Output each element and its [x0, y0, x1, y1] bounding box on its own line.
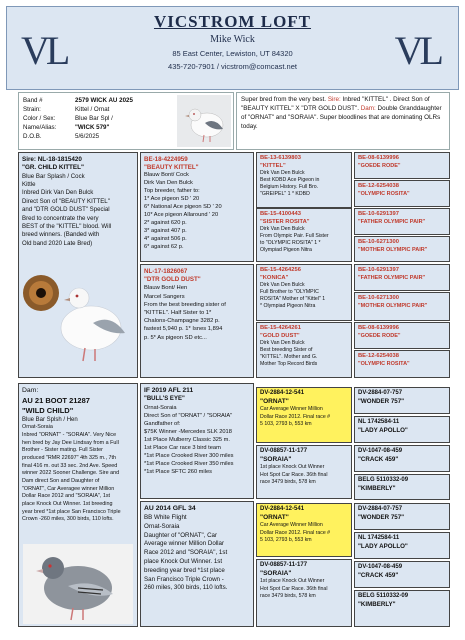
soraia-panel-1 [256, 445, 352, 499]
dob-label: D.O.B. [23, 132, 42, 140]
name-value: "WICK 579" [75, 123, 110, 131]
sdd-line: "KITTEL". Mother and G. [260, 354, 318, 361]
soraia-line: 1st place Knock Out Winner [260, 464, 325, 471]
sdd-band: BE-15-4264261 [260, 325, 301, 331]
dam-line: Blue Bar Splsh / Hen [22, 416, 78, 423]
band-value: 2579 WICK AU 2025 [75, 97, 133, 104]
g4-band: BE-10-6291397 [358, 211, 399, 217]
g4-sire-cell [354, 208, 450, 235]
dd-line: place Knock Out Winner. 1st [144, 557, 223, 565]
soraia-panel-2 [256, 559, 352, 627]
ornat-line: Car Average Winner Million [260, 522, 323, 529]
ornat-panel-2 [256, 503, 352, 557]
strain-value: Kittel / Ornat [75, 105, 110, 113]
sire-line: Inbred Dirk Van Den Bulck [22, 189, 94, 197]
sss-line: Best KDBD Ace Pigeon in [260, 177, 320, 184]
ssd-line: Olympiad Pigeon Nitra [260, 247, 312, 254]
sire-line: Kittle [22, 181, 36, 188]
ornat-name: "ORNAT" [260, 513, 289, 521]
dd-band: AU 2014 GFL 34 [144, 505, 196, 512]
sire-details [22, 173, 134, 249]
soraia-line: Hot Spot Car Race. 36th final [260, 471, 328, 478]
ornat-band: DV-2884-12-541 [260, 390, 305, 396]
sds-line: ROSITA" Mother of "Kittel" 1 [260, 296, 326, 303]
sd-line: fastest 5,940 p. 1* Isnes 1,894 [144, 326, 223, 333]
g4-sire-cell [354, 264, 450, 291]
sd-band: NL-17-1826067 [144, 268, 188, 275]
sire-name: "GR. CHILD KITTEL" [22, 164, 84, 172]
g4-name: "FATHER OLYMPIC PAIR" [358, 274, 426, 281]
g4-name: "GOEDE RODE" [358, 332, 401, 339]
ds-line: 1st Place Mulberry Classic 325 m. [144, 436, 230, 443]
sd-line: Marcel Sangers [144, 293, 185, 300]
sds-name: "KONICA" [260, 274, 289, 281]
ss-line: 4* against 506 p. [144, 236, 187, 243]
g4-band: DV-2884-07-757 [358, 390, 403, 396]
dam-line: final 416 m. out 33 sec. 2nd Ave. Speed [22, 462, 118, 469]
g4-name: "OLYMPIC ROSITA" [358, 190, 410, 197]
ss-line: 6* against 62 p. [144, 244, 184, 251]
sire-line: and "DTR GOLD DUST" Special [22, 206, 110, 214]
dam-name: "WILD CHILD" [22, 405, 74, 415]
bird-info-panel [18, 92, 234, 150]
ds-line: *1st Place Crooked River 300 miles [144, 453, 234, 460]
ssd-name: "SISTER ROSITA" [260, 218, 310, 225]
dam-line: Crown -260 miles, 300 birds, 110 lofts. [22, 516, 114, 523]
owner-name: Mike Wick [210, 34, 255, 45]
g4-name: "MOTHER OLYMPIC PAIR" [358, 302, 428, 309]
ssd-line: From Olympic Pair. Full Sister [260, 233, 329, 240]
sire-line: breed winners. (Banded with [22, 231, 100, 239]
g4-name: "LADY APOLLO" [358, 426, 408, 434]
ornat-name: "ORNAT" [260, 397, 289, 405]
g4-dam-cell [354, 590, 450, 627]
ornat-band: DV-2884-12-541 [260, 506, 305, 512]
dam-line: Dam direct Son and Daughter of [22, 477, 100, 484]
dam-dam-panel [140, 501, 254, 627]
logo-left: VL [21, 28, 67, 73]
sds-line: Dirk Van Den Bulck [260, 282, 305, 289]
g4-name: "KIMBERLY" [358, 484, 396, 492]
band-label: Band # [23, 97, 43, 104]
dd-line: San Francisco Triple Crown - [144, 575, 224, 583]
soraia-line: race 3479 birds, 578 km [260, 592, 316, 599]
ornat-line: Dollar Race 2012. Final race # [260, 413, 331, 420]
g4-sire-cell [354, 322, 450, 349]
g4-sire-cell [354, 236, 450, 262]
dd-line: Average winner Million Dollar [144, 540, 225, 548]
g4-name: "WONDER 757" [358, 513, 405, 521]
g4-band: NL 1742584-11 [358, 535, 400, 541]
g4-name: "LADY APOLLO" [358, 542, 408, 550]
g4-band: BE-12-6254038 [358, 353, 399, 359]
sss-line: Belgium History. Full Bro. [260, 184, 319, 191]
summary-sire-text: Inbred "KITTEL" . Direct Son of "BEAUTY KITTEL" X "DTR GOLD DUST". [241, 96, 430, 112]
ds-line: Direct Son of "ORNAT" / "SORAIA" [144, 412, 233, 419]
g4-band: BELG 5110332-09 [358, 593, 409, 599]
soraia-name: "SORAIA" [260, 569, 292, 577]
sss-line: Dirk Van Den Bulck [260, 170, 305, 177]
g4-sire-cell [354, 292, 450, 321]
g4-name: "CRACK 459" [358, 571, 399, 579]
ds-line: $75K Winner -Mercedes SLK 2018 [144, 428, 232, 435]
g4-band: DV-1047-08-459 [358, 448, 403, 454]
g4-dam-cell [354, 503, 450, 530]
ds-line: *1st Place Crooked River 350 miles [144, 461, 234, 468]
address: 85 East Center, Lewiston, UT 84320 [172, 49, 293, 58]
g4-name: "WONDER 757" [358, 397, 405, 405]
ss-line: 1* Ace pigeon SD ' 20 [144, 196, 200, 203]
sss-line: "GREIPEL" 1 * KDBD [260, 191, 310, 198]
sd-line: p. 5* As pigeon SD etc... [144, 334, 207, 341]
ornat-line: 5 103, 2793 b, 553 km [260, 420, 312, 427]
sss-band: BE-13-6139803 [260, 155, 301, 161]
soraia-band: DV-08857-11-177 [260, 448, 308, 454]
ds-line: 1st Place Car race 3 bird team [144, 445, 221, 452]
ornat-line: Dollar Race 2012. Final race # [260, 529, 331, 536]
soraia-line: Hot Spot Car Race. 36th final [260, 585, 328, 592]
sdd-line: Mother Top Record Birds [260, 361, 318, 368]
g4-band: BE-10-6291397 [358, 267, 399, 273]
ss-name: "BEAUTY KITTEL" [144, 164, 199, 172]
soraia-band: DV-08857-11-177 [260, 562, 308, 568]
ss-line: 3* against 407 p. [144, 228, 187, 235]
dam-line: "ORNAT", Car Averagee winner Million [22, 485, 115, 492]
dam-line: Brother - Sister mating. Full Sister [22, 447, 103, 454]
dam-line: produced "RMR 22697" 4th 325 m., 7th [22, 454, 117, 461]
dam-line: year bred *1st place San Francisco Triple [22, 508, 121, 515]
g4-band: NL 1742584-11 [358, 419, 400, 425]
sire-band: Sire: NL-18-1815420 [22, 156, 82, 163]
ss-line: 2* against 620 p. [144, 220, 187, 227]
sd-line: Blauw Bont/ Hen [144, 285, 188, 292]
g4-name: "FATHER OLYMPIC PAIR" [358, 218, 426, 225]
sds-panel [256, 264, 352, 321]
ornat-line: 5 103, 2793 b, 553 km [260, 536, 312, 543]
ds-line: *1st Place SFTC 260 miles [144, 469, 212, 476]
sdd-line: Best breeding Sister of [260, 347, 313, 354]
dam-band: AU 21 BOOT 21287 [22, 395, 90, 405]
ds-line: Ornat-Soraia [144, 404, 177, 411]
dam-line: hen bred by Jay Dee Lindsay from a Full [22, 439, 119, 446]
sd-line: "KITTEL". Half Sister to 1* [144, 310, 212, 317]
g4-name: "CRACK 459" [358, 455, 399, 463]
dob-value: 5/6/2025 [75, 132, 100, 140]
sire-line: BEST of the "KITTEL" blood. Will [22, 223, 112, 231]
g4-name: "KIMBERLY" [358, 600, 396, 608]
g4-name: "MOTHER OLYMPIC PAIR" [358, 246, 428, 253]
color-label: Color / Sex: [23, 114, 56, 122]
ds-name: "BULL'S EYE" [144, 395, 185, 402]
ds-band: IF 2019 AFL 211 [144, 387, 194, 394]
summary-lead: Super bred from the very best. [241, 96, 327, 103]
dam-line: place Knock Out Winner. 1st breeding [22, 500, 113, 507]
color-value: Blue Bar Spl / [75, 114, 113, 122]
dd-line: 260 miles, 300 birds, 110 lofts. [144, 584, 228, 592]
ss-line: Blauw Bont/ Cock [144, 172, 189, 179]
logo-right: VL [394, 28, 440, 73]
sire-panel [18, 152, 138, 378]
ds-line: Gandfather of: [144, 420, 181, 427]
bird-photo [177, 95, 231, 147]
sds-line: Full Brother to "OLYMPIC [260, 289, 319, 296]
ssd-panel [256, 208, 352, 262]
g4-dam-cell [354, 416, 450, 443]
sd-line: Chalons-Champagne 3282 p. [144, 318, 220, 325]
g4-dam-cell [354, 532, 450, 559]
dd-line: Race 2012 and "SORAIA", 1st [144, 549, 228, 557]
dam-panel [18, 383, 138, 627]
ss-line: Top breeder, father to: [144, 188, 200, 195]
g4-dam-cell [354, 474, 450, 500]
g4-dam-cell [354, 387, 450, 414]
header-banner [6, 6, 459, 90]
ss-line: 6* National Ace pigeon SD ' 20 [144, 204, 222, 211]
dam-photo [23, 544, 133, 624]
sire-line: Old band 2020 Late Bred) [22, 239, 93, 247]
g4-band: BE-12-6254038 [358, 183, 399, 189]
g4-sire-cell [354, 350, 450, 378]
g4-name: "GOEDE RODE" [358, 162, 401, 169]
ss-line: 10* Ace pigeon Allaround ' 20 [144, 212, 219, 219]
sdd-panel [256, 322, 352, 378]
ss-band: BE-18-4224959 [144, 156, 188, 163]
contact: 435-720-7901 / vicstrom@comcast.net [168, 62, 297, 71]
sds-line: * Olympiad Pigeon Nitra [260, 303, 316, 310]
ornat-panel-1 [256, 387, 352, 443]
dam-line: Inbred "ORNAT" - "SORAIA". Very Nice [22, 431, 117, 438]
soraia-name: "SORAIA" [260, 455, 292, 463]
soraia-line: 1st place Knock Out Winner [260, 578, 325, 585]
ssd-band: BE-15-4100443 [260, 211, 301, 217]
sss-name: "KITTEL" [260, 162, 286, 169]
g4-sire-cell [354, 180, 450, 207]
dd-line: BB White Flight [144, 513, 187, 521]
g4-band: BE-08-6139996 [358, 155, 399, 161]
sire-line: Blue Bar Splash / Cock [22, 172, 85, 180]
g4-sire-cell [354, 152, 450, 179]
dd-line: breeding year bred *1st place [144, 566, 225, 574]
dam-sire-panel [140, 383, 254, 499]
g4-band: BE-08-6139996 [358, 325, 399, 331]
ssd-line: Dirk Van Den Bulck [260, 226, 305, 233]
dam-line: winner 2022 Sooner Challenge. Sire and [22, 470, 120, 477]
sds-band: BE-15-4264256 [260, 267, 301, 273]
summary-sire-label: Sire: [327, 96, 341, 103]
dd-line: Ornat-Soraia [144, 522, 180, 530]
sdd-name: "GOLD DUST" [260, 332, 300, 339]
sd-name: "DTR GOLD DUST" [144, 276, 201, 284]
g4-band: BELG 5110332-09 [358, 477, 409, 483]
g4-band: BE-10-6271300 [358, 239, 399, 245]
g4-dam-cell [354, 445, 450, 472]
dam-label: Dam: [22, 387, 39, 394]
sire-photo [21, 253, 135, 375]
sire-line: Direct Son of "BEAUTY KITTEL" [22, 197, 110, 205]
summary-dam-text: Double Granddaughter of "ORNAT" and "SORAIA". Super bloodlines that are dominating OLRs today. [241, 104, 442, 130]
sire-dam-panel [140, 264, 254, 378]
name-label: Name/Alias: [23, 123, 57, 131]
summary-dam-label: Dam: [360, 104, 376, 112]
g4-name: "OLYMPIC ROSITA" [358, 360, 410, 367]
sire-line: Bred to concentrate the very [22, 214, 99, 222]
ss-line: Dirk Van Den Bulck [144, 180, 193, 187]
g4-band: DV-1047-08-459 [358, 564, 403, 570]
dam-line: Dollar Race 2012 and "SORAIA", 1st [22, 493, 111, 500]
loft-name: VICSTROM LOFT [153, 12, 312, 31]
g4-band: DV-2884-07-757 [358, 506, 403, 512]
dd-line: Daughter of "ORNAT", Car [144, 531, 218, 539]
strain-label: Strain: [23, 105, 41, 113]
ssd-line: to "OLYMPIC ROSITA" 1 * [260, 240, 321, 247]
sdd-line: Dirk Van Den Bulck [260, 340, 305, 347]
dam-line: Ornat-Soraia [22, 424, 53, 431]
soraia-line: race 3479 birds, 578 km [260, 478, 316, 485]
g4-dam-cell [354, 561, 450, 588]
sss-panel [256, 152, 352, 208]
sire-sire-panel [140, 152, 254, 262]
ornat-line: Car Average Winner Million [260, 406, 323, 413]
summary-panel [236, 92, 450, 150]
sd-line: From the best breeding sister of [144, 301, 226, 308]
g4-band: BE-10-6271300 [358, 295, 399, 301]
